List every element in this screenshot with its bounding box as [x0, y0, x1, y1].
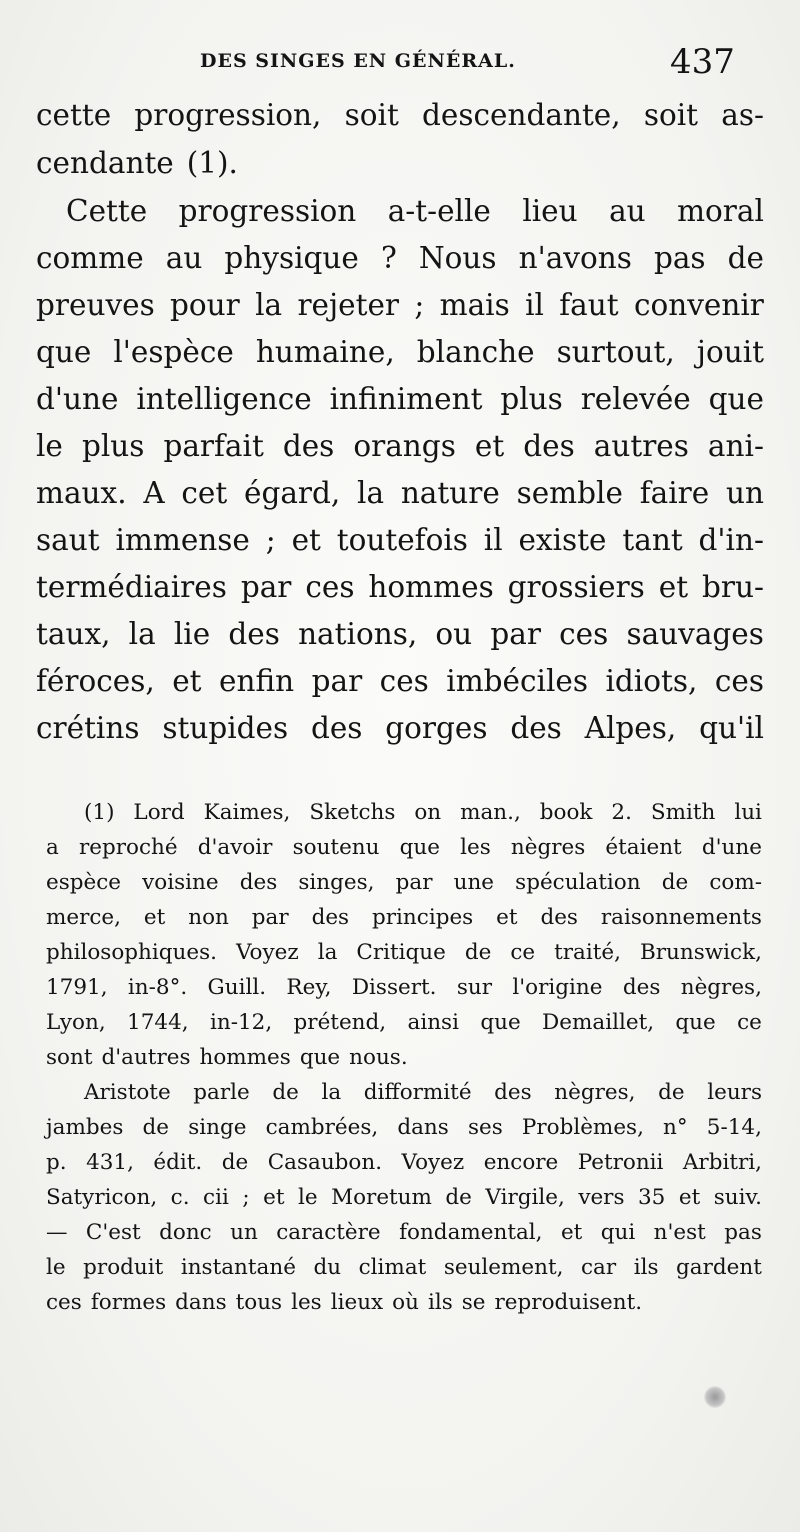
footnote-line: ces formes dans tous les lieux où ils se reproduisent.: [46, 1290, 643, 1315]
page-number: 437: [670, 42, 735, 82]
footnote-line: le produit instantané du climat seulement, car ils gardent: [46, 1255, 762, 1280]
text-line: d'une intelligence infiniment plus relevée que: [36, 382, 764, 416]
footnote-line: Lyon, 1744, in-12, prétend, ainsi que Demaillet, que ce: [46, 1010, 762, 1035]
text-line: le plus parfait des orangs et des autres ani-: [36, 429, 764, 463]
footnote-line: Satyricon, c. cii ; et le Moretum de Virgile, vers 35 et suiv.: [46, 1185, 762, 1210]
footnote-line: philosophiques. Voyez la Critique de ce traité, Brunswick,: [46, 940, 762, 965]
footnote-line: p. 431, édit. de Casaubon. Voyez encore Petronii Arbitri,: [46, 1150, 762, 1175]
text-line: termédiaires par ces hommes grossiers et bru-: [36, 570, 764, 604]
footnote-line: merce, et non par des principes et des raisonnements: [46, 905, 762, 930]
text-line: cendante (1).: [36, 146, 238, 180]
footnote-line: espèce voisine des singes, par une spéculation de com-: [46, 870, 762, 895]
text-line: cette progression, soit descendante, soit as-: [36, 98, 764, 132]
footnote-line: 1791, in-8°. Guill. Rey, Dissert. sur l'origine des nègres,: [46, 975, 762, 1000]
text-line: saut immense ; et toutefois il existe tant d'in-: [36, 523, 764, 557]
running-head: [0, 40, 800, 90]
text-line: crétins stupides des gorges des Alpes, qu'il: [36, 711, 764, 745]
text-line: maux. A cet égard, la nature semble faire un: [36, 476, 764, 510]
text-line: que l'espèce humaine, blanche surtout, jouit: [36, 335, 764, 369]
footnote-line: Aristote parle de la difformité des nègres, de leurs: [84, 1080, 762, 1105]
footnote-line: jambes de singe cambrées, dans ses Problèmes, n° 5-14,: [46, 1115, 762, 1140]
text-line: Cette progression a-t-elle lieu au moral: [66, 194, 764, 228]
text-line: comme au physique ? Nous n'avons pas de: [36, 241, 764, 275]
footnote-line: (1) Lord Kaimes, Sketchs on man., book 2. Smith lui: [84, 800, 762, 825]
footnote-line: a reproché d'avoir soutenu que les nègres étaient d'une: [46, 835, 762, 860]
text-line: féroces, et enfin par ces imbéciles idiots, ces: [36, 664, 764, 698]
footnote-line: — C'est donc un caractère fondamental, et qui n'est pas: [46, 1220, 762, 1245]
running-title: DES SINGES EN GÉNÉRAL.: [200, 50, 516, 72]
text-line: preuves pour la rejeter ; mais il faut convenir: [36, 288, 764, 322]
footnote-line: sont d'autres hommes que nous.: [46, 1045, 408, 1070]
ink-speck: [704, 1386, 726, 1408]
text-line: taux, la lie des nations, ou par ces sauvages: [36, 617, 764, 651]
